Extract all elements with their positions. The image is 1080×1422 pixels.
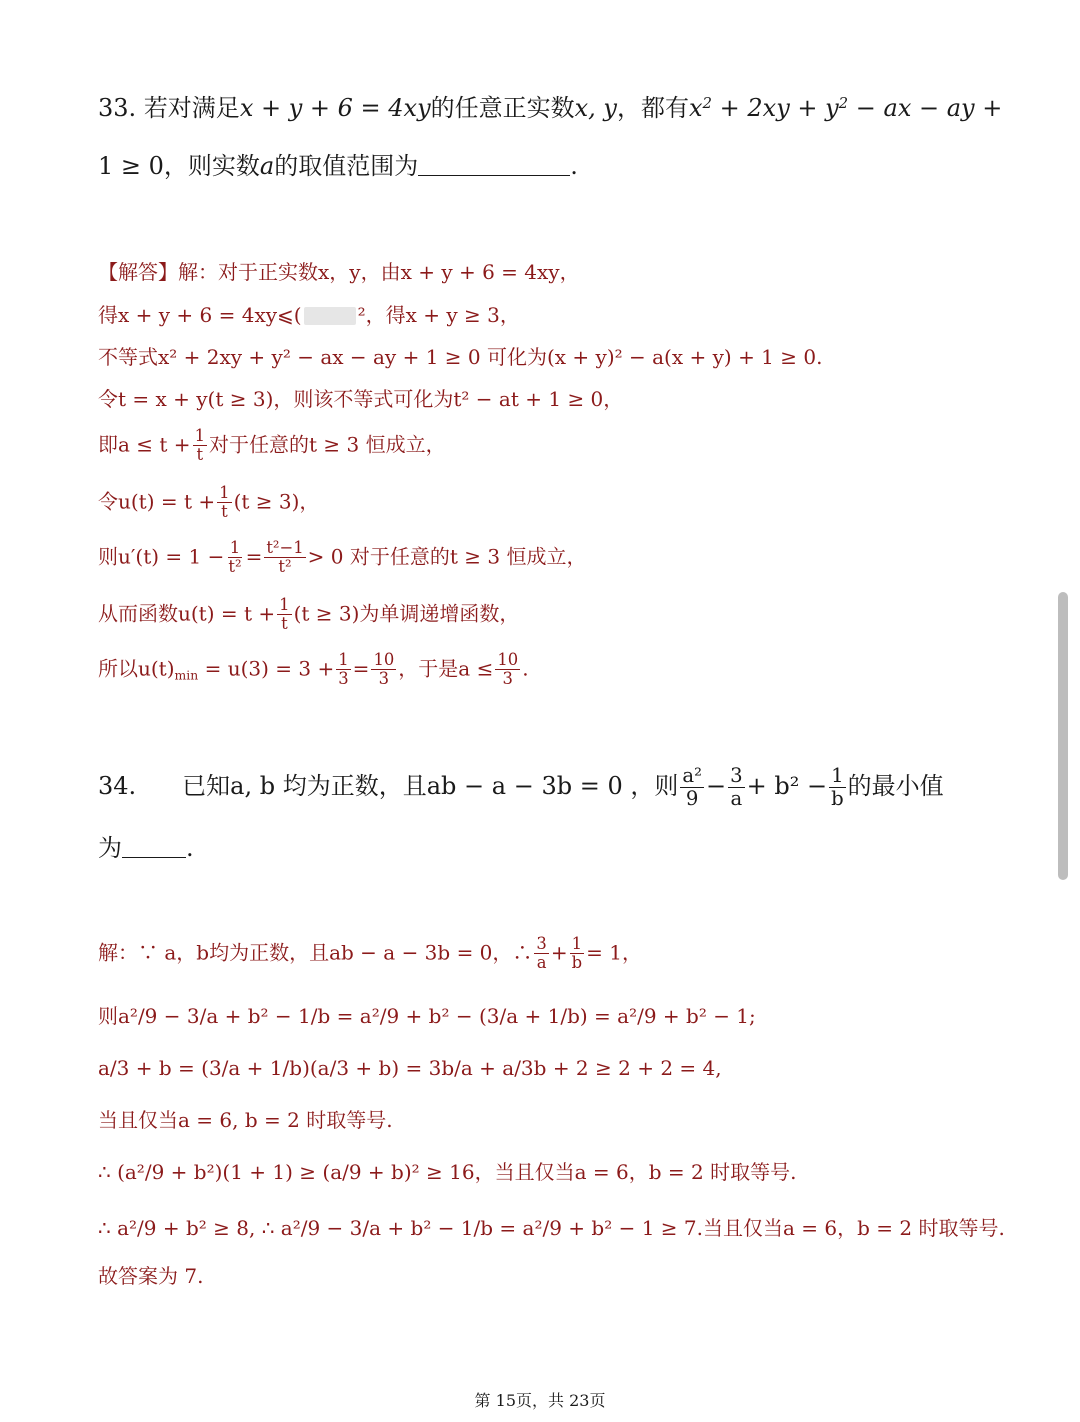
fraction: $\frac{1}{t}$ [279,595,290,634]
a34-text: = 1， [586,940,642,965]
a33-text: 所以u(t) [98,656,175,681]
a33-text: = u(3) = 3 + [198,656,335,681]
a33-line-3: 不等式x² + 2xy + y² − ax − ay + 1 ≥ 0 可化为(x + y)² − a(x + y) + 1 ≥ 0. [98,345,823,369]
fraction: $\frac{10}{3}$ [373,650,395,689]
a33-text: ，于是a ≤ [398,656,494,681]
fraction: $\frac{1}{\text{t²}}$ [228,538,242,577]
fraction: $\frac{\text{a²}}{9}$ [682,764,702,810]
fraction: $\frac{1}{t}$ [219,483,230,522]
a33-line-7 [98,540,586,576]
fraction: $\frac{3}{a}$ [730,764,743,810]
a33-line-6 [98,485,319,521]
a33-text: 从而函数u(t) = t + [98,601,276,626]
a34-line-7: 故答案为 7. [98,1264,204,1288]
answer-blank [122,837,186,858]
a33-line-9 [98,652,529,688]
answer-blank [418,155,570,176]
q33-number: 33. [98,94,137,122]
a33-text: (t ≥ 3)为单调递增函数， [293,601,520,626]
a33-text: > 0 对于任意的t ≥ 3 恒成立， [307,544,587,569]
q33-line-1 [98,88,1002,123]
a33-line-1: 【解答】解：对于正实数x，y，由x + y + 6 = 4xy， [98,260,580,284]
a34-text: 解：∵ a，b均为正数，且ab − a − 3b = 0，∴ [98,940,533,965]
fraction: $\frac{10}{3}$ [497,650,519,689]
fraction: $\frac{1}{b}$ [571,934,583,973]
q34-text: 为 [98,834,122,862]
subscript: min [174,667,199,683]
period: . [186,834,194,862]
fraction: $\frac{1}{t}$ [194,426,205,465]
a33-text: ²，得x + y ≥ 3， [357,303,520,327]
fraction: $\frac{3}{a}$ [536,934,547,973]
a33-text: = [352,656,370,681]
vertical-scrollbar[interactable] [1058,592,1068,880]
q34-text: − [705,772,727,800]
a33-text: 得x + y + 6 = 4xy⩽( [98,303,302,327]
a34-line-6: ∴ a²/9 + b² ≥ 8, ∴ a²/9 − 3/a + b² − 1/b = a²/9 + b² − 1 ≥ 7.当且仅当a = 6，b = 2 时取等号. [98,1216,1005,1240]
a33-text: 即a ≤ t + [98,432,191,457]
q33-text: 的任意正实数 [430,94,575,122]
a33-text: 令u(t) = t + [98,489,216,514]
q33-text: 的取值范围为 [274,152,419,180]
a34-line-3: a/3 + b = (3/a + 1/b)(a/3 + b) = 3b/a + a/3b + 2 ≥ 2 + 2 = 4, [98,1056,722,1080]
fraction: $\frac{1}{3}$ [338,650,349,689]
fraction: $\frac{\text{t²−1}}{\text{t²}}$ [266,538,304,577]
q33-vars: x, y [574,94,617,122]
period: . [570,152,578,180]
a33-text: 对于任意的t ≥ 3 恒成立， [209,432,446,457]
a33-text: = [245,544,263,569]
q33-text: ，都有 [617,94,689,122]
page-footer: 第 15页，共 23页 [474,1391,606,1410]
fraction: $\frac{1}{b}$ [831,764,844,810]
q33-condition: x + y + 6 = 4xy [239,94,431,122]
q33-text: 若对满足 [143,94,240,122]
a34-line-5: ∴ (a²/9 + b²)(1 + 1) ≥ (a/9 + b)² ≥ 16，当且仅当a = 6，b = 2 时取等号. [98,1160,797,1184]
a34-line-4: 当且仅当a = 6, b = 2 时取等号. [98,1108,393,1132]
q34-text: 的最小值 [847,772,944,800]
q33-inequality: $x^2 + 2xy + y^2$ − ax − ay + [689,93,1003,122]
a33-text: 则u′(t) = 1 − [98,544,225,569]
a33-text: (t ≥ 3)， [233,489,320,514]
a33-line-4: 令t = x + y(t ≥ 3)，则该不等式可化为t² − at + 1 ≥ 0， [98,387,624,411]
a33-line-2 [98,299,520,328]
q33-text: 1 ≥ 0，则实数 [98,152,260,180]
q33-line-2 [98,146,578,181]
a33-line-8 [98,597,519,633]
a34-line-1 [98,936,642,972]
a34-line-2: 则a²/9 − 3/a + b² − 1/b = a²/9 + b² − (3/a + 1/b) = a²/9 + b² − 1; [98,1004,756,1028]
a34-text: + [550,940,568,965]
redacted-region [304,307,356,325]
q34-line-2 [98,828,194,863]
q34-text: + b² − [746,772,828,800]
a33-line-5 [98,428,446,464]
q34-line-1 [98,766,944,809]
q33-var-a: a [259,152,275,180]
q34-number: 34. [98,772,137,800]
q34-text: 已知a, b 均为正数，且ab − a − 3b = 0 ，则 [182,772,679,800]
a33-text: . [522,656,529,681]
